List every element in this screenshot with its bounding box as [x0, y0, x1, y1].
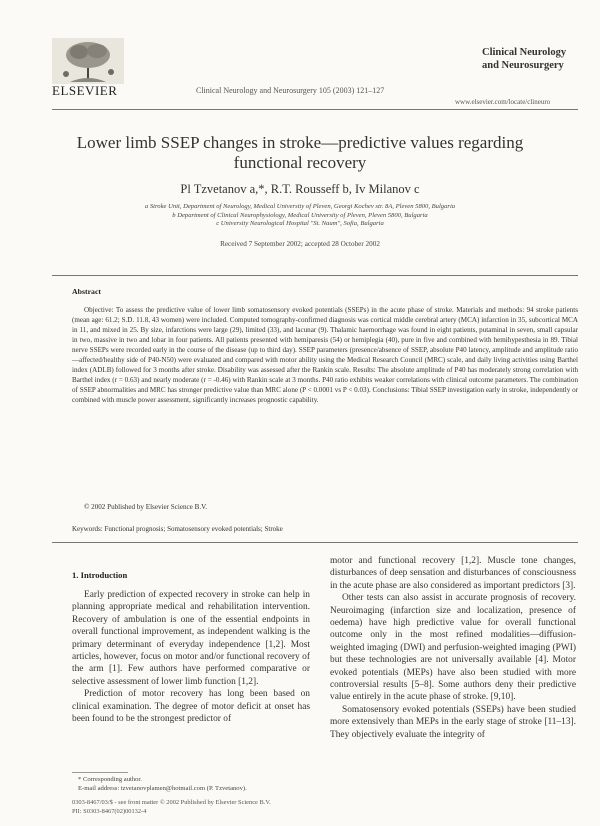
affiliation-a: a Stroke Unit, Department of Neurology, Medical University of Pleven, Georgi Kochev str. 8A, Pleven 5800, Bulgaria	[144, 203, 456, 210]
intro-paragraph-2: Prediction of motor recovery has long been based on clinical examination. The degree of motor deficit at onset has been found to be the strongest predictor of	[72, 689, 310, 725]
intro-paragraph-2-cont: motor and functional recovery [1,2]. Muscle tone changes, disturbances of deep sensation and disturbances of consciousness in the acute phase are also considered as important predictors [3].	[330, 556, 576, 591]
abstract-body: Objective: To assess the predictive value of lower limb somatosensory evoked potentials (SSEPs) in the acute phase of stroke. Materials and methods: 94 stroke patients (mean age: 61.2; S.D. 11.8, 43 women) were included. Computed tomography-confirmed diagnosis was cortical middle cerebral artery (MCA) infarction in 35, subcortical MCA in 11, and mixed in 25. By size, infarctions were large (29), limited (33), and lacunar (9). Thalamic haemorrhage was found in eight patients, putaminal in seven, small capsular in two, massive in two and lobar in four patients. All patients presented with hemiparesis (54) or hemiplegia (40), pure in five and combined with hemihypesthesia in 89. Tibial nerve SSEPs were recorded early in the course of the disease (up to third day). SSEP parameters (presence/absence of SSEP, absolute P40 latency, amplitude and amplitude ratio—affected/healthy side of P40-N50) were evaluated and compared with motor ability using the Medical Research Council (MRC) scale, and daily living activities using Barthel index (ADLB) followed for 3 months after stroke. Disability was assessed after the Rankin scale. Results: The absolute amplitude of P40 has moderately strong correlation with Barthel index (r = 0.63) and nearly moderate (r = -0.46) with Rankin scale at 3 months. P40 ratio exhibits weaker correlations with clinical outcome parameters. The combination of SSEP abnormalities and MRC has stronger predictive value than MRC alone (P < 0.0001 vs P < 0.03). Conclusions: Tibial SSEP investigation early in stroke, independently or combined with muscle power assessment, significantly increases prognostic capability.	[72, 306, 578, 404]
affiliation-b: b Department of Clinical Neurophysiology, Medical University of Pleven, Pleven 5800, Bulgaria	[172, 211, 428, 219]
journal-url[interactable]: www.elsevier.com/locate/clineuro	[455, 98, 551, 106]
footnote-rule	[72, 772, 128, 773]
right-column	[330, 555, 576, 741]
title-line-1: Lower limb SSEP changes in stroke—predictive values regarding	[76, 133, 524, 152]
article-title	[60, 133, 540, 173]
left-column	[72, 589, 310, 725]
author-list: Pl Tzvetanov a,*, R.T. Rousseff b, Iv Milanov c	[180, 182, 420, 196]
corresponding-author-note: * Corresponding author.	[78, 776, 142, 783]
intro-heading: 1. Introduction	[72, 570, 128, 580]
journal-title-line1: Clinical Neurology	[482, 47, 567, 58]
received-dates: Received 7 September 2002; accepted 28 October 2002	[220, 240, 380, 248]
intro-paragraph-3: Other tests can also assist in accurate prognosis of recovery. Neuroimaging (infarction size and localization, presence of oedema) have high predictive value for overall functional outcome only in the most refined modalities—diffusion-weighted imaging (DWI) and perfusion-weighted imaging (PWI) but these technologies are not universally available [4]. Motor evoked potentials (MEPs) have also been studied with more controversial results [5–8]. Some authors deny their predictive value entirely in the acute phase of stroke. [9,10].	[330, 593, 576, 703]
affiliation-c: c University Neurological Hospital "St. Naum", Sofia, Bulgaria	[216, 220, 384, 228]
journal-title	[482, 46, 592, 72]
intro-paragraph-1: Early prediction of expected recovery in stroke can help in planning appropriate medical and rehabilitation intervention. Recovery of ambulation is one of the essential endpoints in overall functional improvement, as independent walking is the primary determinant of everyday independence [1,2]. Most articles, however, focus on motor and/or functional recovery of the arm [1]. Few authors have performed comparative or selective assessment of lower limb function [1,2].	[72, 590, 310, 687]
keywords-rule	[52, 542, 578, 543]
header-rule	[52, 109, 578, 110]
elsevier-tree-icon	[52, 38, 124, 84]
abstract-top-rule	[52, 275, 578, 276]
journal-title-line2: and Neurosurgery	[482, 60, 564, 71]
abstract-heading: Abstract	[72, 287, 102, 296]
issn-line: 0303-8467/03/$ - see front matter © 2002 Published by Elsevier Science B.V.	[72, 799, 271, 806]
journal-citation: Clinical Neurology and Neurosurgery 105 (2003) 121–127	[196, 86, 385, 95]
intro-paragraph-4: Somatosensory evoked potentials (SSEPs) have been studied more extensively than MEPs in the early stage of stroke [11–13]. They objectively evaluate the integrity of	[330, 704, 576, 740]
keywords: Keywords: Functional prognosis; Somatosensory evoked potentials; Stroke	[72, 525, 283, 533]
title-line-2: functional recovery	[233, 153, 367, 172]
email-note: E-mail address: tzvetanovplamen@hotmail.com (P. Tzvetanov).	[78, 785, 247, 792]
abstract-copyright: © 2002 Published by Elsevier Science B.V.	[84, 503, 208, 511]
publisher-name: ELSEVIER	[52, 83, 118, 98]
pii-line: PII: S0303-8467(02)00132-4	[72, 808, 147, 815]
affiliations	[60, 203, 540, 229]
